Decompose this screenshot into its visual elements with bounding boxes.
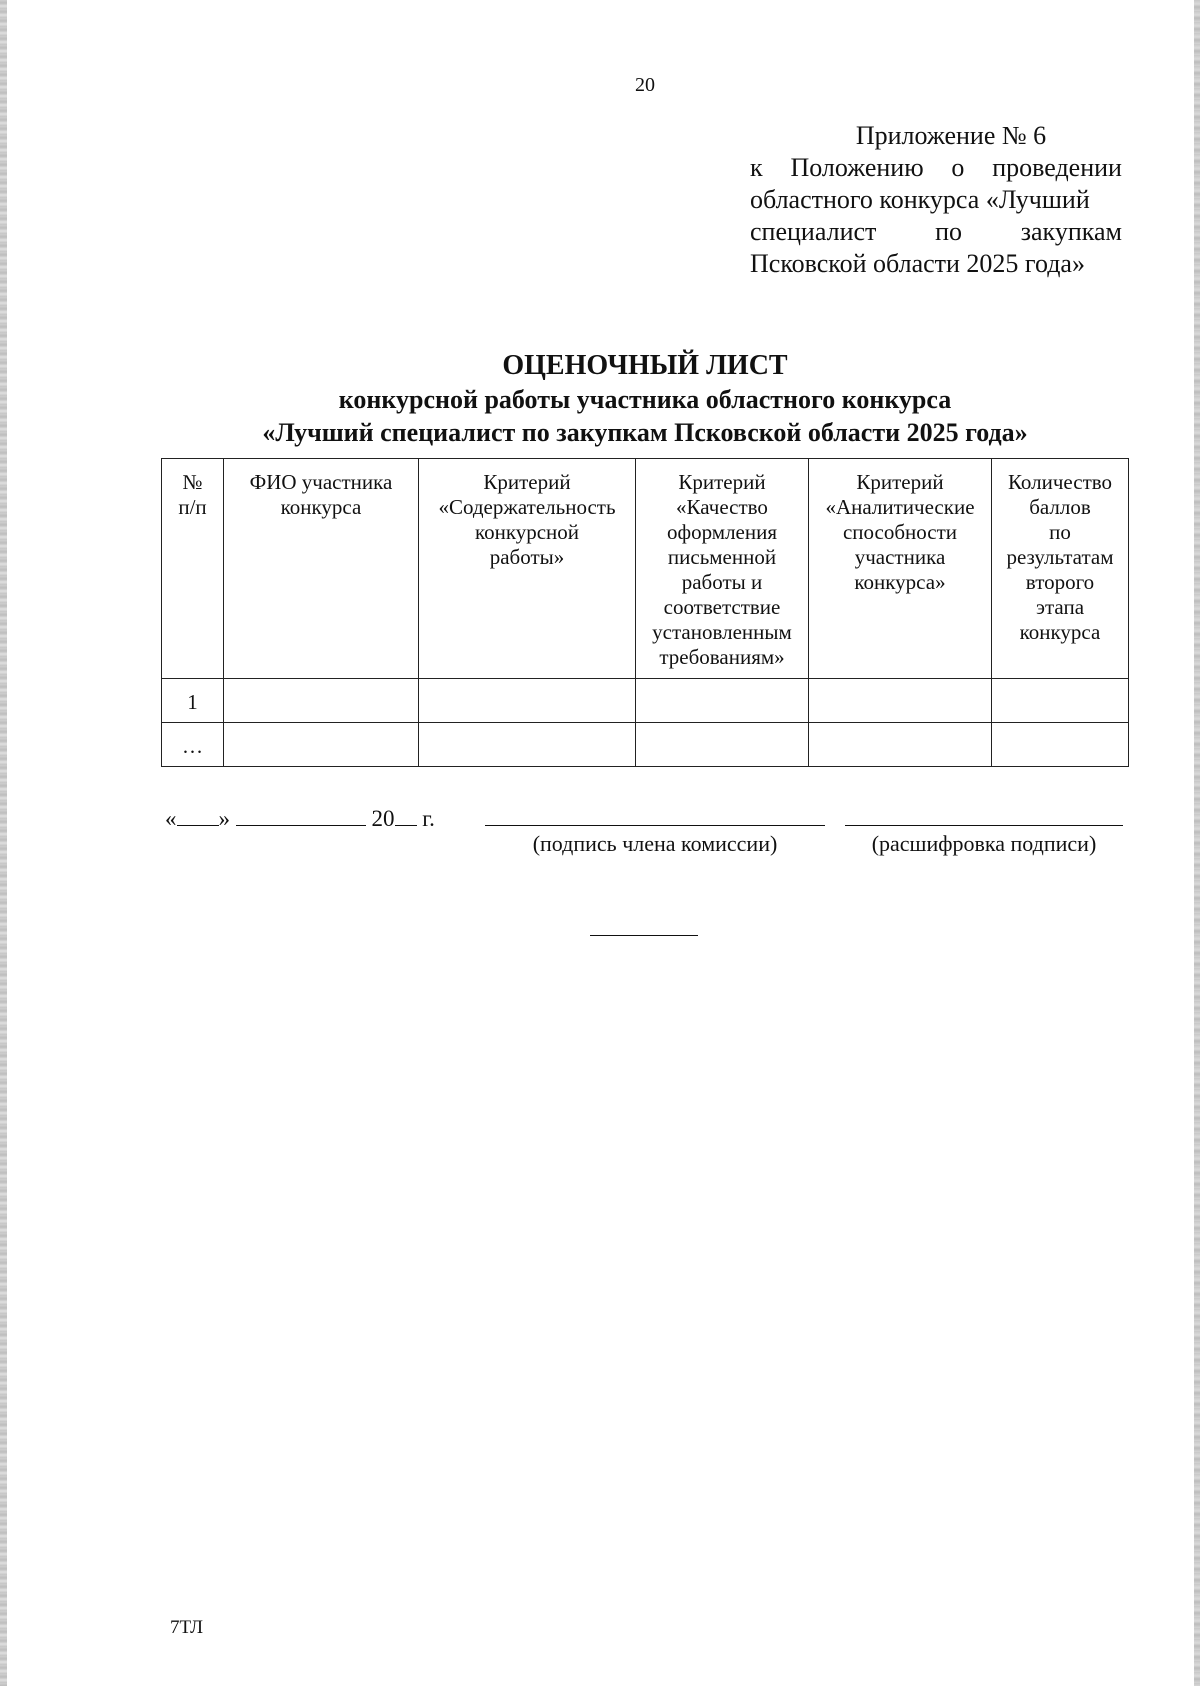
appendix-line-3 bbox=[750, 216, 1122, 248]
header-text: баллов bbox=[1029, 495, 1091, 519]
year-prefix: 20 bbox=[371, 806, 395, 831]
header-text: Количество bbox=[1007, 470, 1113, 494]
scan-edge-right bbox=[1194, 0, 1200, 1686]
table-cell bbox=[419, 723, 636, 767]
header-text: конкурсной bbox=[474, 520, 580, 544]
table-cell: … bbox=[162, 723, 224, 767]
header-text: работы и bbox=[681, 570, 763, 594]
header-cell-analytics-criterion bbox=[809, 459, 992, 679]
header-text: оформления bbox=[666, 520, 777, 544]
appendix-word: по bbox=[935, 217, 963, 246]
page-number: 20 bbox=[635, 74, 655, 96]
header-text: Критерий bbox=[678, 470, 766, 494]
signature-caption: (подпись члена комиссии) bbox=[532, 831, 778, 856]
header-text: ФИО участника bbox=[249, 470, 393, 494]
header-text: «Содержательность bbox=[438, 495, 616, 519]
header-text: письменной bbox=[667, 545, 777, 569]
table-cell bbox=[809, 679, 992, 723]
table-cell bbox=[992, 679, 1129, 723]
appendix-word: о bbox=[951, 153, 965, 182]
year-suffix: г. bbox=[422, 806, 435, 831]
date-close-quote: » bbox=[218, 806, 230, 831]
appendix-block bbox=[750, 120, 1122, 280]
appendix-line-4 bbox=[750, 248, 1122, 280]
table-header-row bbox=[162, 459, 1129, 679]
header-text: Критерий bbox=[483, 470, 571, 494]
score-table bbox=[161, 458, 1129, 767]
appendix-word: к bbox=[750, 153, 763, 182]
header-text: по bbox=[1049, 520, 1071, 544]
header-text: № bbox=[182, 470, 203, 494]
header-text: «Аналитические bbox=[825, 495, 975, 519]
header-text: результатам bbox=[1006, 545, 1114, 569]
table-row bbox=[162, 679, 1129, 723]
table-cell bbox=[809, 723, 992, 767]
table-cell bbox=[419, 679, 636, 723]
table-cell bbox=[636, 679, 809, 723]
document-subtitle-line-1: конкурсной работы участника областного конкурса bbox=[338, 385, 952, 414]
appendix-line-2 bbox=[750, 184, 1122, 216]
appendix-title: Приложение № 6 bbox=[855, 121, 1047, 150]
appendix-text: областного конкурса «Лучший bbox=[750, 185, 1090, 214]
signature-decoding-caption: (расшифровка подписи) bbox=[871, 831, 1097, 856]
appendix-line-1 bbox=[750, 152, 1122, 184]
header-text: п/п bbox=[178, 495, 207, 519]
header-cell-quality-criterion bbox=[636, 459, 809, 679]
appendix-word: специалист bbox=[750, 217, 877, 246]
year-blank-line bbox=[395, 805, 417, 826]
header-text: участника bbox=[854, 545, 946, 569]
footer-code: 7ТЛ bbox=[170, 1617, 204, 1638]
header-text: установленным bbox=[652, 620, 792, 644]
table-cell bbox=[636, 723, 809, 767]
header-text: соответствие bbox=[663, 595, 781, 619]
header-text: конкурса bbox=[1019, 620, 1101, 644]
table-cell bbox=[992, 723, 1129, 767]
scan-edge-left bbox=[0, 0, 7, 1686]
appendix-word: Положению bbox=[790, 153, 924, 182]
header-text: работы» bbox=[489, 545, 565, 569]
appendix-text: Псковской области 2025 года» bbox=[750, 249, 1085, 278]
header-cell-content-criterion bbox=[419, 459, 636, 679]
date-field bbox=[165, 805, 435, 832]
signature-area bbox=[165, 805, 1125, 865]
appendix-word: проведении bbox=[992, 153, 1122, 182]
appendix-word: закупкам bbox=[1020, 217, 1122, 246]
header-cell-name bbox=[224, 459, 419, 679]
signature-line bbox=[485, 825, 825, 826]
document-subtitle-line-2: «Лучший специалист по закупкам Псковской области 2025 года» bbox=[262, 418, 1028, 447]
table-cell bbox=[224, 679, 419, 723]
date-open-quote: « bbox=[165, 806, 177, 831]
end-of-document-rule bbox=[590, 935, 698, 936]
header-text: требованиям» bbox=[659, 645, 785, 669]
header-text: «Качество bbox=[676, 495, 768, 519]
header-text: этапа bbox=[1035, 595, 1085, 619]
signature-decoding-line bbox=[845, 825, 1123, 826]
header-text: второго bbox=[1025, 570, 1095, 594]
header-text: способности bbox=[842, 520, 958, 544]
table-row bbox=[162, 723, 1129, 767]
header-text: конкурса bbox=[280, 495, 362, 519]
header-text: Критерий bbox=[856, 470, 944, 494]
table-cell: 1 bbox=[162, 679, 224, 723]
table-cell bbox=[224, 723, 419, 767]
header-cell-number bbox=[162, 459, 224, 679]
header-cell-total-score bbox=[992, 459, 1129, 679]
day-blank-line bbox=[177, 805, 219, 826]
month-blank-line bbox=[236, 805, 366, 826]
document-title: ОЦЕНОЧНЫЙ ЛИСТ bbox=[502, 350, 788, 381]
header-text: конкурса» bbox=[854, 570, 946, 594]
